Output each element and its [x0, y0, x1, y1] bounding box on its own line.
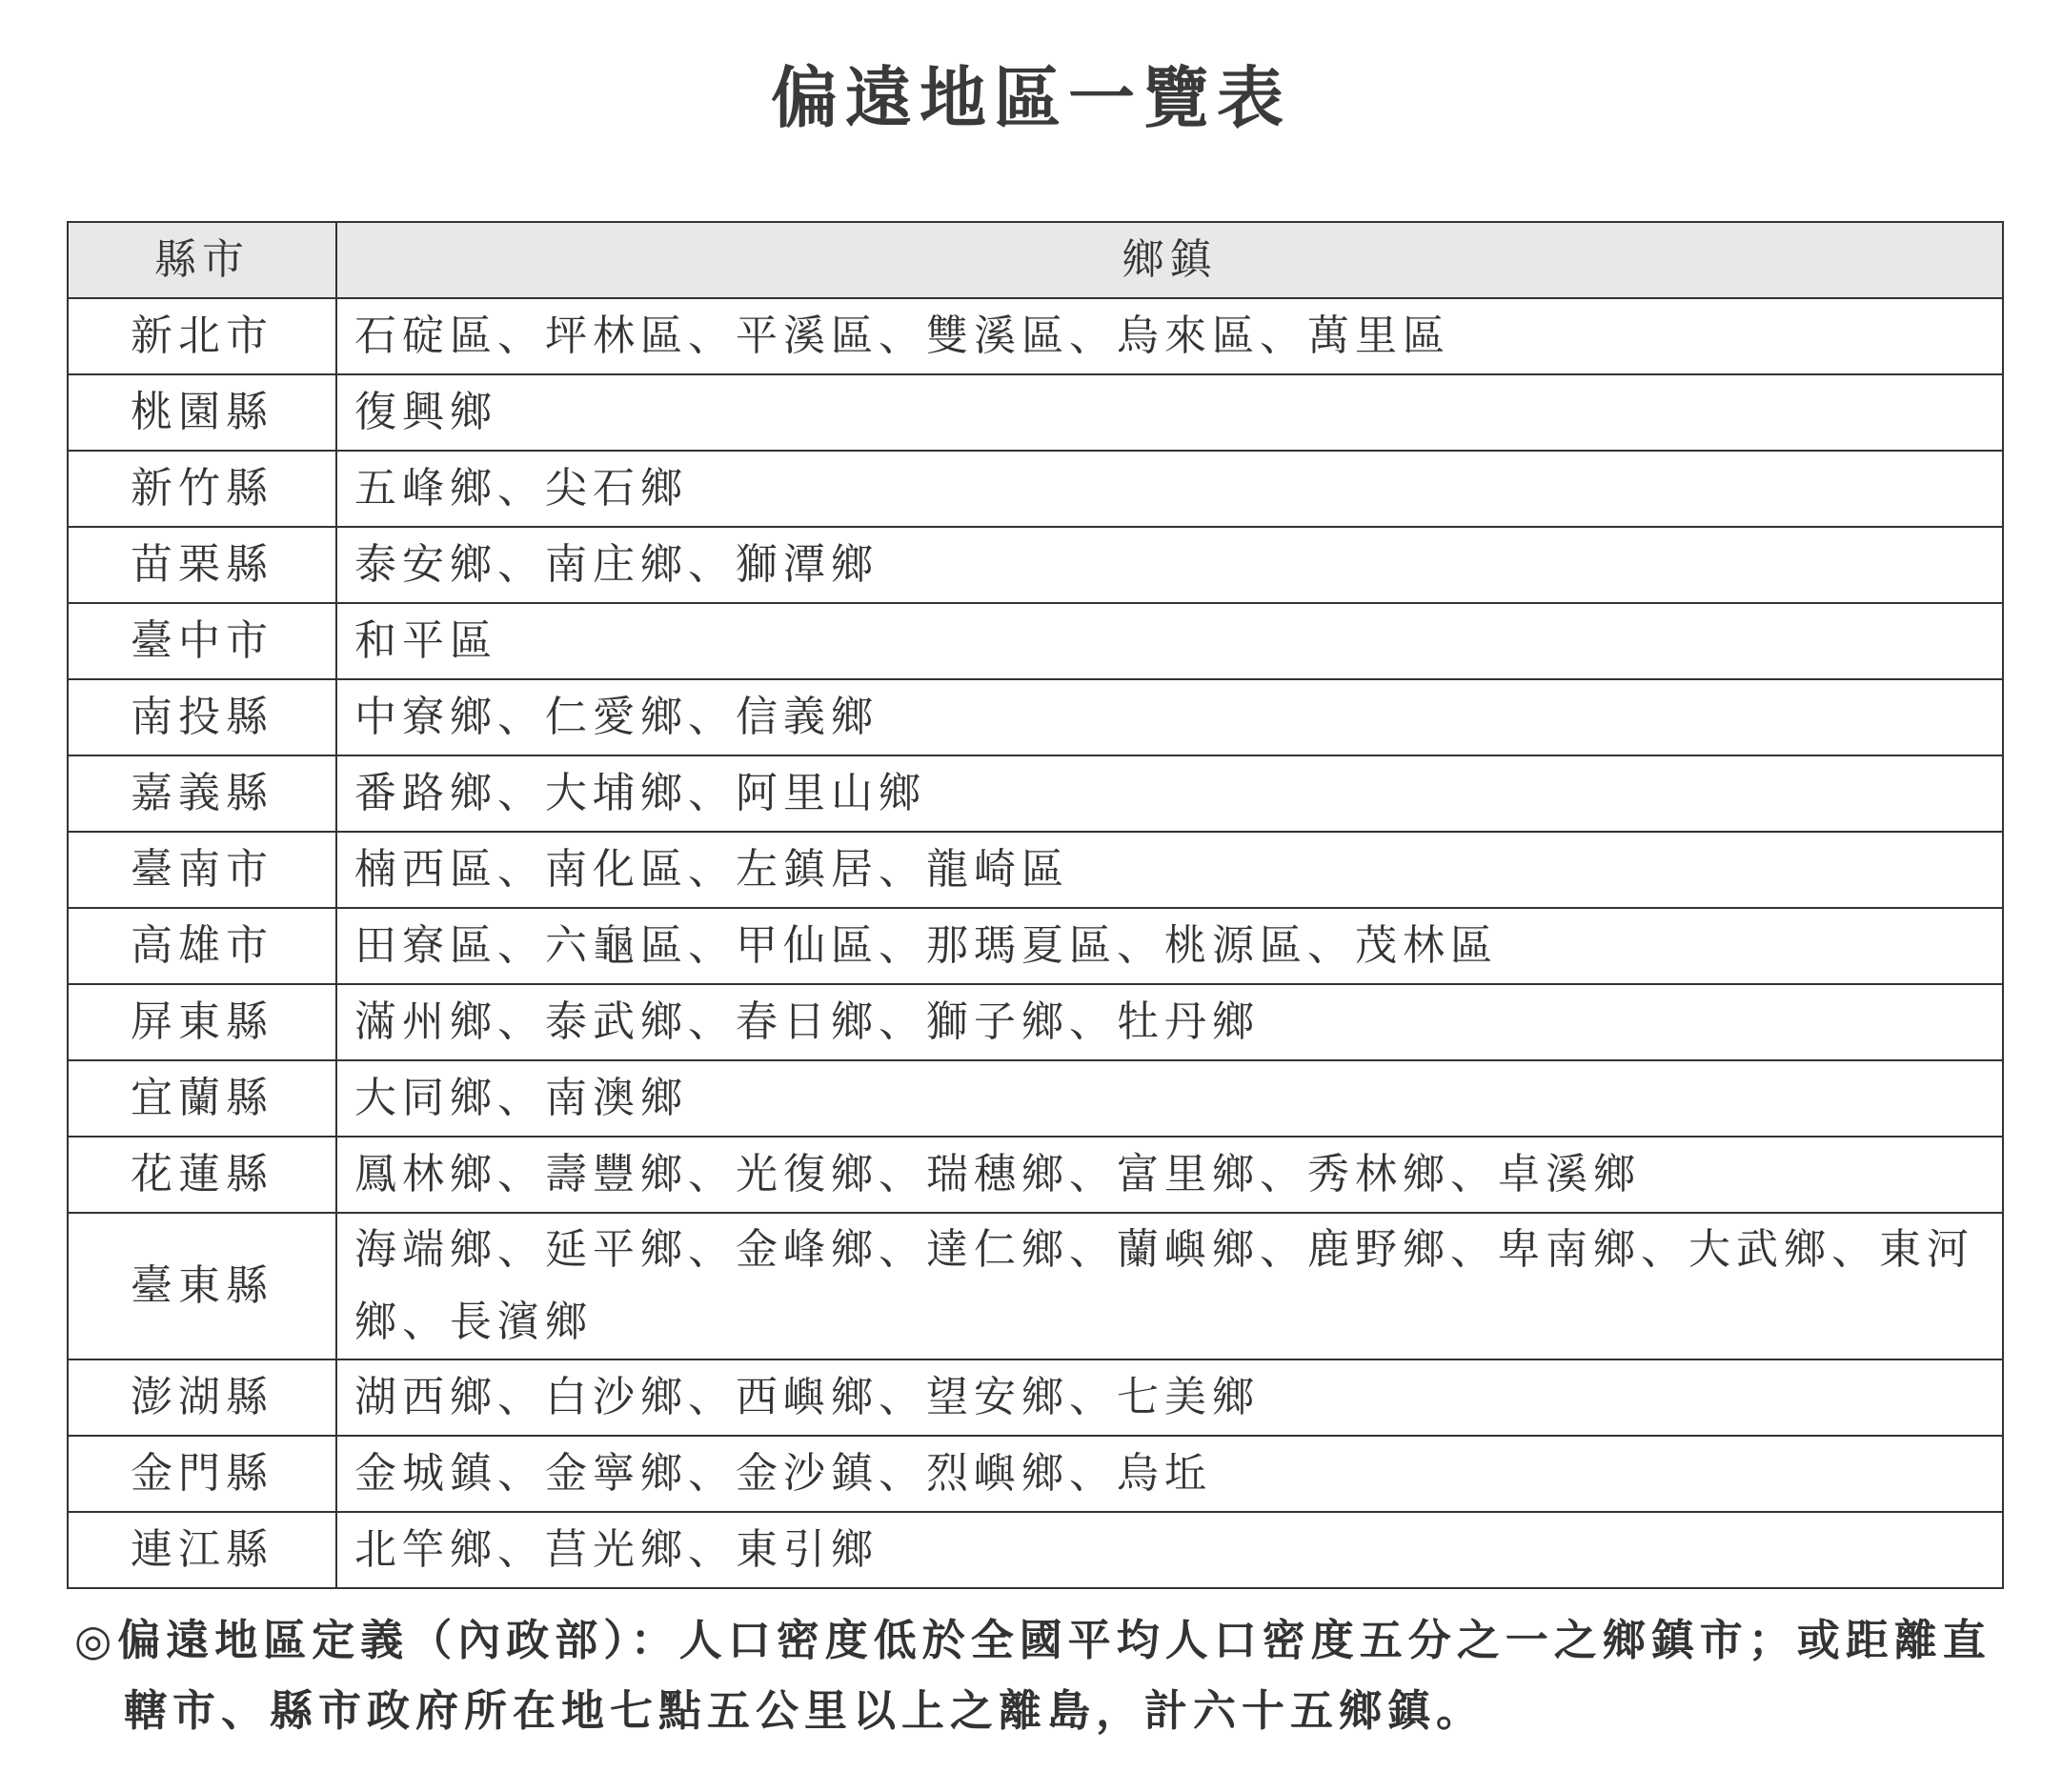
towns-cell: 復興鄉: [336, 374, 2003, 451]
table-row: [68, 1213, 2003, 1359]
county-cell: 臺東縣: [68, 1213, 336, 1359]
definition-footnote: [74, 1605, 2009, 1746]
header-county: 縣市: [68, 222, 336, 298]
county-cell: 臺中市: [68, 603, 336, 679]
table-row: [68, 984, 2003, 1060]
county-cell: 南投縣: [68, 679, 336, 755]
county-cell: 屏東縣: [68, 984, 336, 1060]
table-row: [68, 679, 2003, 755]
county-cell: 臺南市: [68, 832, 336, 908]
county-cell: 嘉義縣: [68, 755, 336, 832]
table-row: [68, 755, 2003, 832]
remote-areas-table: [67, 221, 2004, 1589]
towns-cell: 北竿鄉、莒光鄉、東引鄉: [336, 1512, 2003, 1588]
county-cell: 連江縣: [68, 1512, 336, 1588]
header-towns: 鄉鎮: [336, 222, 2003, 298]
table-row: [68, 603, 2003, 679]
table-row: [68, 451, 2003, 527]
towns-cell: 大同鄉、南澳鄉: [336, 1060, 2003, 1137]
table-row: [68, 1512, 2003, 1588]
towns-cell: 滿州鄉、泰武鄉、春日鄉、獅子鄉、牡丹鄉: [336, 984, 2003, 1060]
towns-cell: 田寮區、六龜區、甲仙區、那瑪夏區、桃源區、茂林區: [336, 908, 2003, 984]
county-cell: 高雄市: [68, 908, 336, 984]
county-cell: 苗栗縣: [68, 527, 336, 603]
table-row: [68, 1436, 2003, 1512]
towns-cell: 中寮鄉、仁愛鄉、信義鄉: [336, 679, 2003, 755]
county-cell: 金門縣: [68, 1436, 336, 1512]
page-title: 偏遠地區一覽表: [771, 58, 1291, 137]
county-cell: 新竹縣: [68, 451, 336, 527]
county-cell: 澎湖縣: [68, 1359, 336, 1436]
table-header-row: [68, 222, 2003, 298]
table-row: [68, 374, 2003, 451]
towns-cell: 海端鄉、延平鄉、金峰鄉、達仁鄉、蘭嶼鄉、鹿野鄉、卑南鄉、大武鄉、東河鄉、長濱鄉: [336, 1213, 2003, 1359]
table-row: [68, 298, 2003, 374]
table-row: [68, 908, 2003, 984]
county-cell: 宜蘭縣: [68, 1060, 336, 1137]
county-cell: 新北市: [68, 298, 336, 374]
towns-cell: 楠西區、南化區、左鎮居、龍崎區: [336, 832, 2003, 908]
towns-cell: 鳳林鄉、壽豐鄉、光復鄉、瑞穗鄉、富里鄉、秀林鄉、卓溪鄉: [336, 1137, 2003, 1213]
towns-cell: 和平區: [336, 603, 2003, 679]
table-row: [68, 832, 2003, 908]
footnote-line-1: ◎偏遠地區定義（內政部）：人口密度低於全國平均人口密度五分之一之鄉鎮市；或距離直: [74, 1615, 1991, 1665]
table-row: [68, 1359, 2003, 1436]
county-cell: 桃園縣: [68, 374, 336, 451]
towns-cell: 泰安鄉、南庄鄉、獅潭鄉: [336, 527, 2003, 603]
towns-cell: 湖西鄉、白沙鄉、西嶼鄉、望安鄉、七美鄉: [336, 1359, 2003, 1436]
towns-cell: 石碇區、坪林區、平溪區、雙溪區、烏來區、萬里區: [336, 298, 2003, 374]
table-row: [68, 1060, 2003, 1137]
footnote-line-2: 轄市、縣市政府所在地七點五公里以上之離島，計六十五鄉鎮。: [124, 1685, 1486, 1736]
county-cell: 花蓮縣: [68, 1137, 336, 1213]
table-row: [68, 527, 2003, 603]
table-row: [68, 1137, 2003, 1213]
towns-cell: 金城鎮、金寧鄉、金沙鎮、烈嶼鄉、烏坵: [336, 1436, 2003, 1512]
towns-cell: 番路鄉、大埔鄉、阿里山鄉: [336, 755, 2003, 832]
towns-cell: 五峰鄉、尖石鄉: [336, 451, 2003, 527]
